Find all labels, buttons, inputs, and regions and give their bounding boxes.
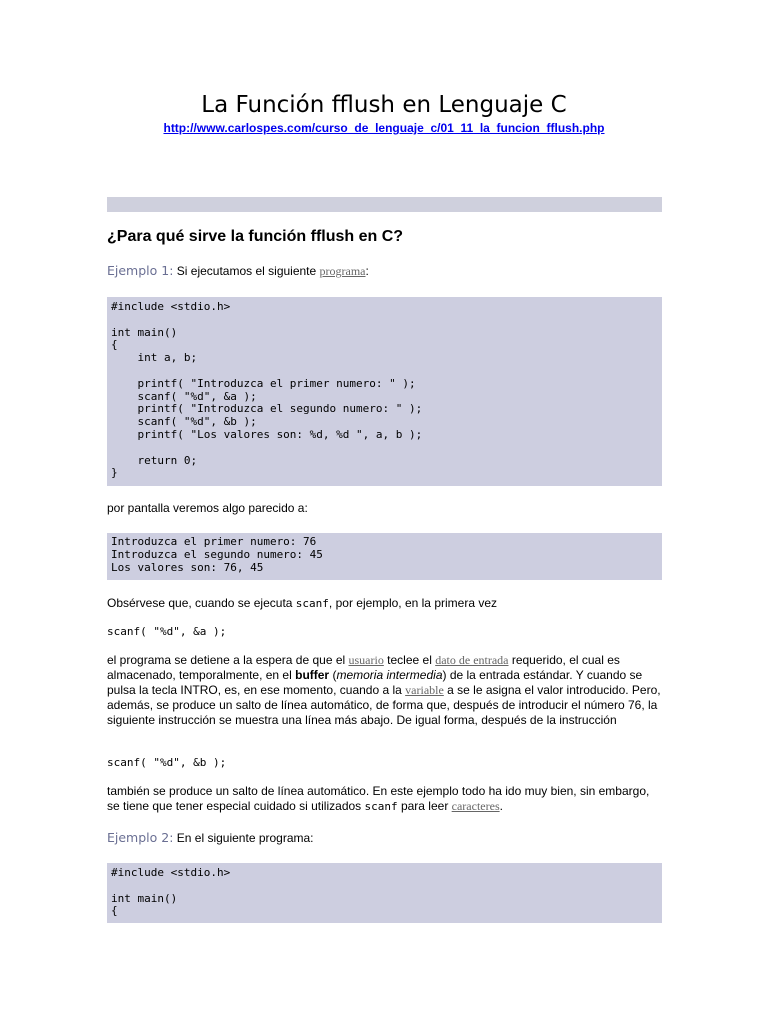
explanation-text-1: el programa se detiene a la espera de que el	[107, 653, 349, 667]
variable-link[interactable]: variable	[405, 683, 444, 697]
tambien-text-3: .	[499, 799, 503, 813]
code-block-2: #include <stdio.h> int main() {	[107, 863, 662, 923]
caracteres-link[interactable]: caracteres	[451, 799, 500, 813]
output-intro-text: por pantalla veremos algo parecido a:	[107, 501, 308, 515]
example-1-intro	[107, 263, 662, 279]
tambien-text-1: también se produce un salto de línea automático. En este ejemplo todo ha ido muy bien, sin embargo, se tiene que tener especial cuidado si utilizados	[107, 784, 650, 813]
explanation-text-6: a se le asigna el valor introducido. Pero, además, se produce un salto de línea automático, de forma que, después de introducir el número 76, la siguiente instrucción se muestra una línea más abajo. De igual forma, después de la instrucción	[107, 683, 661, 727]
memoria-intermedia-term: memoria intermedia	[336, 668, 443, 682]
example-2-intro	[107, 830, 662, 846]
section-divider-bar	[107, 197, 662, 212]
example-2-label: Ejemplo 2:	[107, 830, 174, 845]
explanation-text-4: (	[329, 668, 337, 682]
observe-text-before: Obsérvese que, cuando se ejecuta	[107, 596, 296, 610]
buffer-term: buffer	[295, 668, 330, 682]
tambien-paragraph	[107, 784, 662, 814]
tambien-text-2: para leer	[397, 799, 452, 813]
explanation-paragraph	[107, 653, 662, 728]
source-url-link[interactable]: http://www.carlospes.com/curso_de_lenguaje_c/01_11_la_funcion_fflush.php	[163, 121, 605, 135]
observe-paragraph	[107, 596, 662, 611]
programa-link[interactable]: programa	[319, 264, 366, 278]
example-1-text: Si ejecutamos el siguiente	[173, 264, 320, 278]
code-block-1: #include <stdio.h> int main() { int a, b; printf( "Introduzca el primer numero: " ); scanf( "%d", &a ); printf( "Introduzca el segundo numero: " ); scanf( "%d", &b ); printf( "Los valores son: %d, %d ", a, b ); return 0; }	[107, 297, 662, 486]
code-line-scanf-b: scanf( "%d", &b );	[107, 756, 227, 769]
dato-de-entrada-link[interactable]: dato de entrada	[435, 653, 509, 667]
observe-text-after: , por ejemplo, en la primera vez	[328, 596, 497, 610]
usuario-link[interactable]: usuario	[348, 653, 384, 667]
explanation-text-3: requerido, el cual es almacenado, temporalmente, en el	[107, 653, 620, 682]
explanation-text-2: teclee el	[383, 653, 436, 667]
example-1-text-end: :	[365, 264, 369, 278]
section-heading: ¿Para qué sirve la función fflush en C?	[107, 228, 404, 245]
observe-code: scanf	[295, 597, 329, 610]
explanation-text-5: ) de la entrada estándar. Y cuando se pulsa la tecla INTRO, es, en ese momento, cuando a la	[107, 668, 643, 697]
example-1-label: Ejemplo 1:	[107, 263, 174, 278]
example-2-text: En el siguiente programa:	[173, 831, 314, 845]
output-block-1: Introduzca el primer numero: 76 Introduzca el segundo numero: 45 Los valores son: 76, 45	[107, 533, 662, 580]
code-line-scanf-a: scanf( "%d", &a );	[107, 625, 227, 638]
tambien-code: scanf	[364, 800, 398, 813]
page-title: La Función fflush en Lenguaje C	[201, 92, 567, 118]
